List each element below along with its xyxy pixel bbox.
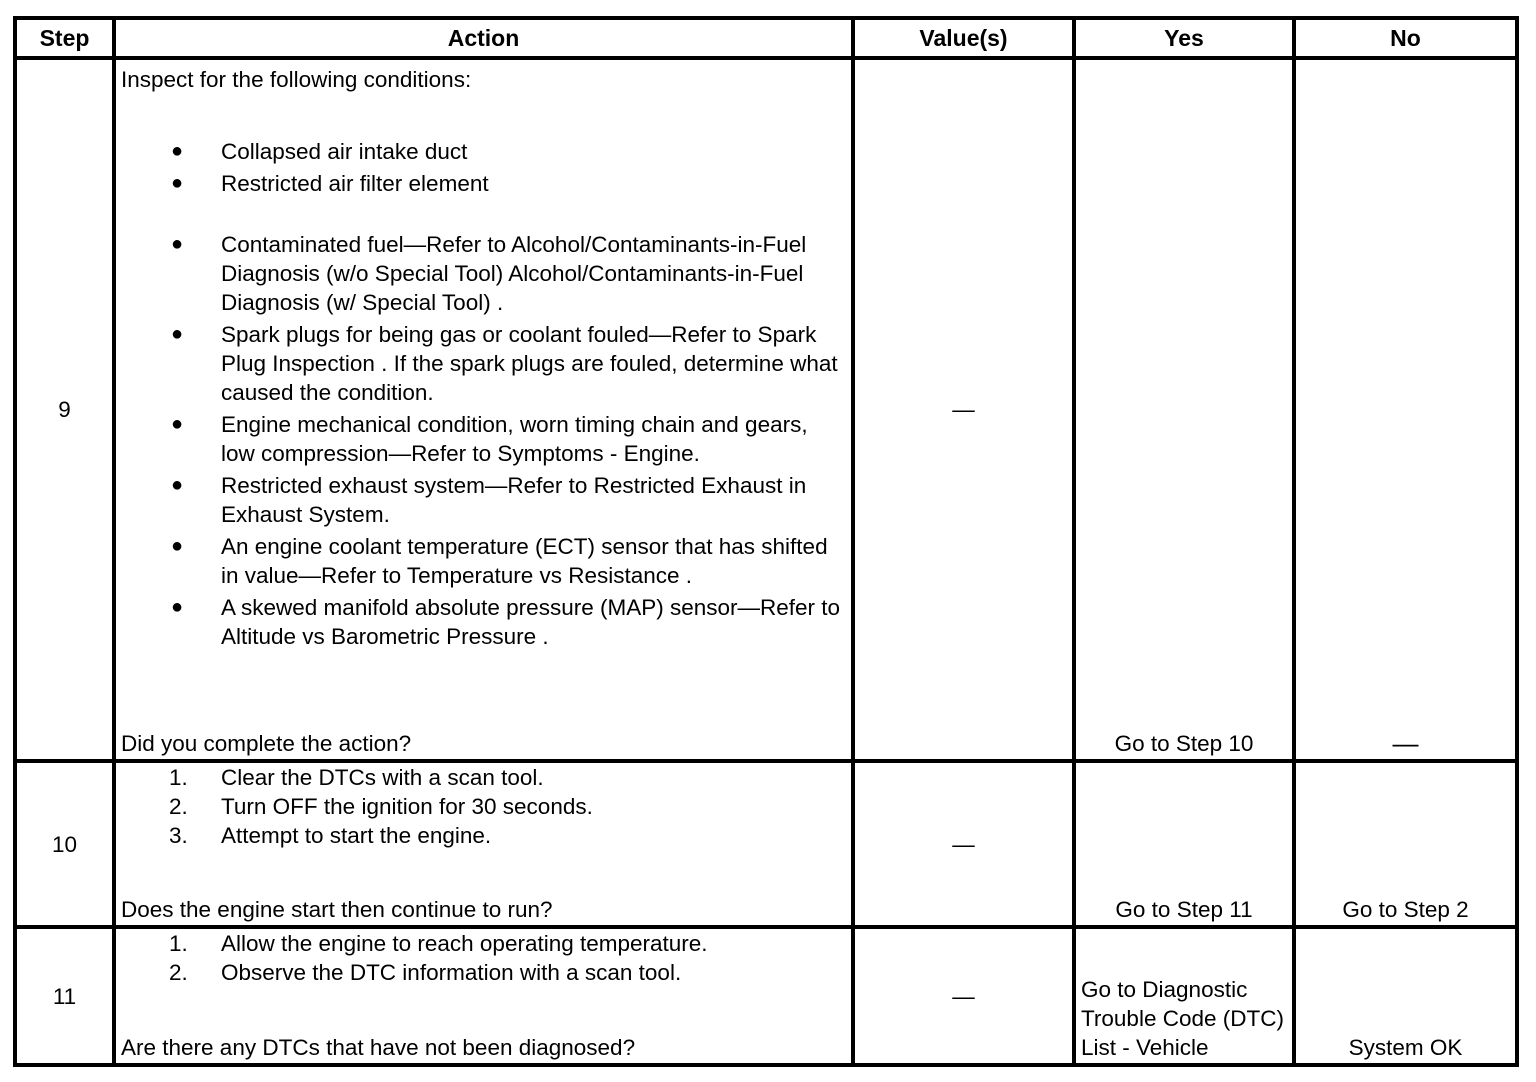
list-item-text: Observe the DTC information with a scan tool. <box>221 960 682 985</box>
table-row-step-11 <box>15 927 1517 1065</box>
bullet-icon: ● <box>171 172 184 194</box>
list-item <box>121 230 847 317</box>
value-cell: — <box>853 761 1074 927</box>
numbered-list <box>121 929 847 987</box>
numbered-list <box>121 763 847 850</box>
list-item <box>121 763 847 792</box>
action-question: Did you complete the action? <box>121 731 412 756</box>
header-row <box>15 18 1517 58</box>
value-cell: — <box>853 58 1074 761</box>
bullet-icon: ● <box>171 413 184 435</box>
yes-cell: Go to Step 11 <box>1074 761 1294 927</box>
list-item <box>121 410 847 468</box>
bullet-icon: ● <box>171 323 184 345</box>
list-item-text: Attempt to start the engine. <box>221 823 492 848</box>
list-item <box>121 929 847 958</box>
list-item-text: An engine coolant temperature (ECT) sensor that has shifted in value—Refer to Temperature vs Resistance . <box>221 534 828 588</box>
no-cell: System OK <box>1294 927 1517 1065</box>
step-number: 9 <box>15 58 114 761</box>
list-item <box>121 532 847 590</box>
action-cell <box>114 58 853 761</box>
header-action: Action <box>114 18 853 58</box>
list-item-text: Restricted air filter element <box>221 171 489 196</box>
list-item <box>121 593 847 651</box>
list-item-text: Restricted exhaust system—Refer to Restricted Exhaust in Exhaust System. <box>221 473 807 527</box>
yes-cell: Go to Step 10 <box>1074 58 1294 761</box>
bullet-icon: ● <box>171 233 184 255</box>
list-item-text: A skewed manifold absolute pressure (MAP) sensor—Refer to Altitude vs Barometric Pressure . <box>221 595 841 649</box>
list-item <box>121 169 847 198</box>
bullet-icon: ● <box>171 596 184 618</box>
list-number: 1. <box>169 765 188 790</box>
list-number: 2. <box>169 794 188 819</box>
header-no: No <box>1294 18 1517 58</box>
table-row-step-9 <box>15 58 1517 761</box>
list-item <box>121 958 847 987</box>
list-item-text: Collapsed air intake duct <box>221 139 468 164</box>
no-cell: — <box>1294 58 1517 761</box>
bullet-icon: ● <box>171 140 184 162</box>
action-cell <box>114 761 853 927</box>
bullet-icon: ● <box>171 474 184 496</box>
diagnostic-table <box>13 16 1519 1067</box>
list-item-text: Engine mechanical condition, worn timing chain and gears, low compression—Refer to Symptoms - Engine. <box>221 412 808 466</box>
action-question: Are there any DTCs that have not been diagnosed? <box>121 1035 636 1060</box>
list-item <box>121 320 847 407</box>
yes-cell: Go to Diagnostic Trouble Code (DTC) List - Vehicle <box>1074 927 1294 1065</box>
header-yes: Yes <box>1074 18 1294 58</box>
no-cell: Go to Step 2 <box>1294 761 1517 927</box>
step-number: 10 <box>15 761 114 927</box>
list-item-text: Spark plugs for being gas or coolant fouled—Refer to Spark Plug Inspection . If the spark plugs are fouled, determine what caused the condition. <box>221 322 838 405</box>
condition-list <box>121 137 847 651</box>
action-cell <box>114 927 853 1065</box>
list-item <box>121 471 847 529</box>
list-item <box>121 137 847 166</box>
header-step: Step <box>15 18 114 58</box>
step-number: 11 <box>15 927 114 1065</box>
list-number: 3. <box>169 823 188 848</box>
list-item <box>121 792 847 821</box>
list-number: 1. <box>169 931 188 956</box>
list-number: 2. <box>169 960 188 985</box>
list-item-text: Allow the engine to reach operating temperature. <box>221 931 708 956</box>
value-cell: — <box>853 927 1074 1065</box>
header-values: Value(s) <box>853 18 1074 58</box>
action-question: Does the engine start then continue to run? <box>121 897 553 922</box>
bullet-icon: ● <box>171 535 184 557</box>
action-intro: Inspect for the following conditions: <box>121 67 472 92</box>
list-item-text: Turn OFF the ignition for 30 seconds. <box>221 794 593 819</box>
list-item-text: Clear the DTCs with a scan tool. <box>221 765 544 790</box>
list-item <box>121 821 847 850</box>
table-row-step-10 <box>15 761 1517 927</box>
list-item-text: Contaminated fuel—Refer to Alcohol/Contaminants-in-Fuel Diagnosis (w/o Special Tool) Alcohol/Contaminants-in-Fuel Diagnosis (w/ Special Tool) . <box>221 232 807 315</box>
